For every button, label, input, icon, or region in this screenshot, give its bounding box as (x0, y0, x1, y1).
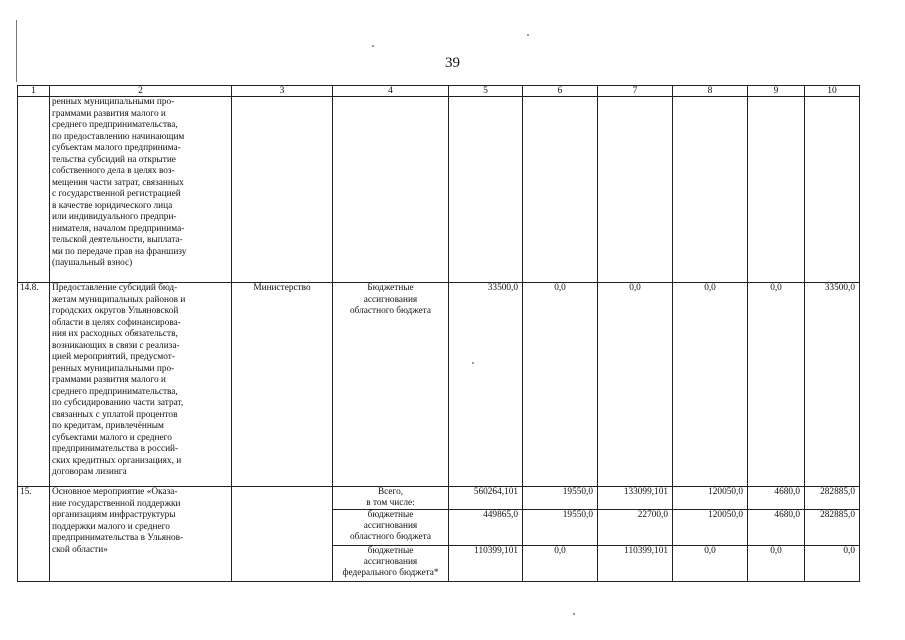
header-cell: 6 (523, 86, 598, 97)
header-row (18, 86, 860, 97)
value-year-5: 282885,0 (805, 510, 860, 546)
header-cell: 1 (18, 86, 50, 97)
funding-source: бюджетные ассигнования федерального бюджета* (333, 546, 449, 582)
row-number-cell (18, 97, 50, 283)
budget-table (17, 85, 860, 582)
value-year-2: 0,0 (598, 283, 673, 487)
row-number: 14.8. (18, 283, 50, 487)
value-year-4: 4680,0 (748, 487, 805, 510)
row-description: Основное мероприятие «Оказа- ние государственной поддержки организациям инфраструктуры поддержки малого и среднего предпринимательства в Ульянов- ской области» (50, 487, 232, 582)
header-cell: 9 (748, 86, 805, 97)
header-cell: 3 (232, 86, 333, 97)
header-cell: 4 (333, 86, 449, 97)
header-cell: 7 (598, 86, 673, 97)
value-cell (598, 97, 673, 283)
executor-cell (232, 487, 333, 582)
value-year-2: 22700,0 (598, 510, 673, 546)
scan-margin-line (16, 20, 17, 82)
funding-source: бюджетные ассигнования областного бюджета (333, 510, 449, 546)
value-total: 560264,101 (449, 487, 523, 510)
table-row-continuation (18, 97, 860, 283)
value-cell (805, 97, 860, 283)
value-year-3: 0,0 (673, 546, 748, 582)
value-cell (449, 97, 523, 283)
executor-cell (232, 97, 333, 283)
value-year-4: 0,0 (748, 283, 805, 487)
value-year-3: 0,0 (673, 283, 748, 487)
value-cell (748, 97, 805, 283)
value-year-1: 19550,0 (523, 487, 598, 510)
value-year-5: 282885,0 (805, 487, 860, 510)
scan-speck (527, 34, 529, 36)
scan-speck (372, 45, 374, 47)
value-year-1: 0,0 (523, 546, 598, 582)
header-cell: 2 (50, 86, 232, 97)
executor: Министерство (232, 283, 333, 487)
value-year-2: 110399,101 (598, 546, 673, 582)
value-year-1: 0,0 (523, 283, 598, 487)
value-total: 449865,0 (449, 510, 523, 546)
value-total: 33500,0 (449, 283, 523, 487)
scan-speck (573, 613, 575, 615)
value-year-4: 4680,0 (748, 510, 805, 546)
funding-source: Всего, в том числе: (333, 487, 449, 510)
value-year-3: 120050,0 (673, 510, 748, 546)
page-number: 39 (445, 55, 460, 71)
value-year-2: 133099,101 (598, 487, 673, 510)
header-cell: 10 (805, 86, 860, 97)
row-description: ренных муниципальными про- граммами развития малого и среднего предпринимательства, по предоставлению начинающим субъектам малого предпринима- тельства субсидий на открытие собственного дела в целях воз- мещения части затрат, связанных с государственной регистрацией в качестве юридического лица или индивидуального предпри- нимателя, началом предпринима- тельской деятельности, выплата- ми по передаче прав на франшизу (паушальный взнос) (50, 97, 232, 283)
header-cell: 5 (449, 86, 523, 97)
table-row-15-total (18, 487, 860, 510)
funding-source: Бюджетные ассигнования областного бюджета (333, 283, 449, 487)
source-cell (333, 97, 449, 283)
row-description: Предоставление субсидий бюд- жетам муниципальных районов и городских округов Ульяновской области в целях софинансирова- ния их расходных обязательств, возникающих в связи с реализа- цией мероприятий, предусмот- ренных муниципальными про- граммами развития малого и среднего предпринимательства, по субсидированию части затрат, связанных с уплатой процентов по кредитам, привлечённым субъектами малого и среднего предпринимательства в россий- ских кредитных организациях, и договорам лизинга (50, 283, 232, 487)
value-year-5: 0,0 (805, 546, 860, 582)
row-number: 15. (18, 487, 50, 582)
value-total: 110399,101 (449, 546, 523, 582)
value-year-1: 19550,0 (523, 510, 598, 546)
value-year-5: 33500,0 (805, 283, 860, 487)
value-cell (673, 97, 748, 283)
table-row-14-8 (18, 283, 860, 487)
value-year-4: 0,0 (748, 546, 805, 582)
value-year-3: 120050,0 (673, 487, 748, 510)
header-cell: 8 (673, 86, 748, 97)
value-cell (523, 97, 598, 283)
